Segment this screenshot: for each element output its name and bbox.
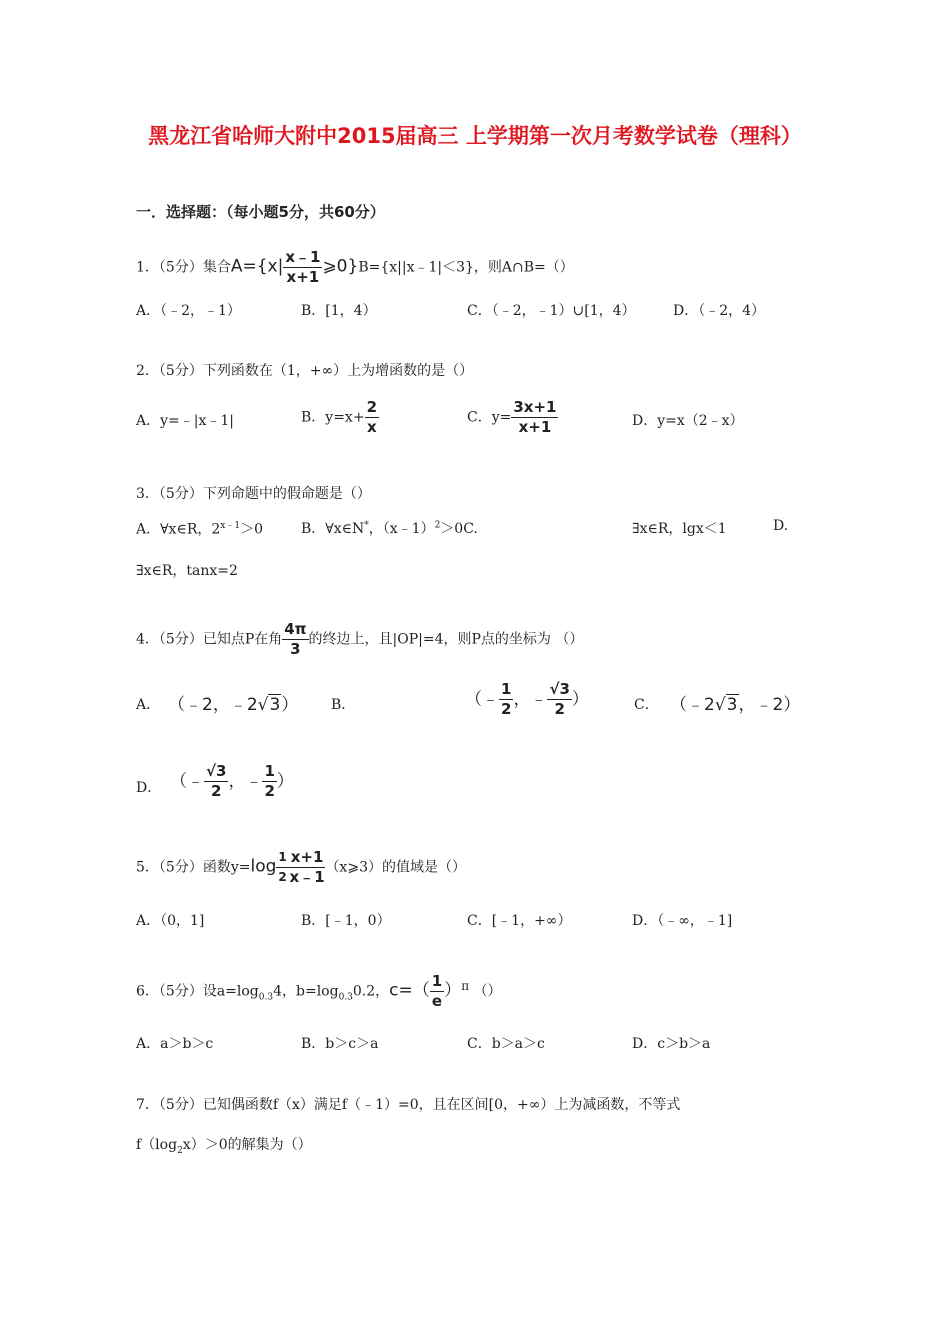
q4-option-b xyxy=(465,680,589,719)
question-5-stem xyxy=(136,848,466,887)
q2-b-den: x xyxy=(366,418,377,436)
question-4-stem xyxy=(136,620,583,659)
question-7-stem-line2 xyxy=(136,1134,312,1156)
q4-b-frac2 xyxy=(547,680,571,719)
q4-d-prefix: （﹣ xyxy=(170,771,204,792)
q4-b-den2: 2 xyxy=(554,700,565,718)
q2-option-b-prefix: B．y=x+ xyxy=(301,409,365,426)
q3-a-prefix: A．∀x∈R，2 xyxy=(136,521,221,538)
q2-option-b-fraction xyxy=(365,398,379,437)
q3-option-d: ∃x∈R，tanx=2 xyxy=(136,563,238,579)
q6-sub2: 0.3 xyxy=(338,992,353,1003)
question-2-stem: 2．（5分）下列函数在（1，+∞）上为增函数的是（） xyxy=(136,363,474,379)
q1-frac-den: x+1 xyxy=(286,268,320,286)
q4-d-den2: 2 xyxy=(264,782,275,800)
q2-option-c-prefix: C．y= xyxy=(467,409,512,426)
q4-a-prefix: （﹣2，﹣2 xyxy=(168,695,258,715)
q5-log-base xyxy=(276,848,288,887)
q4-d-den1: 2 xyxy=(211,782,222,800)
q4-b-mid: ，﹣ xyxy=(513,689,548,710)
q6-c-num: 1 xyxy=(431,972,443,990)
q5-option-a: A．（0，1] xyxy=(136,913,205,929)
q1-option-d: D．（﹣2，4） xyxy=(673,303,766,319)
q4-d-frac2 xyxy=(262,762,276,801)
q4-angle-den: 3 xyxy=(290,640,301,658)
q4-option-a-label: A． xyxy=(136,697,161,713)
q4-angle-num: 4π xyxy=(284,620,307,638)
q4-a-radicand: 3 xyxy=(269,695,281,715)
q7-log-base: 2 xyxy=(177,1145,183,1156)
question-3-stem: 3．（5分）下列命题中的假命题是（） xyxy=(136,486,371,502)
q6-option-a: A．a＞b＞c xyxy=(136,1036,214,1052)
q5-arg-num: x+1 xyxy=(290,848,324,866)
q5-base-num: 1 xyxy=(276,848,288,868)
q4-b-num1: 1 xyxy=(501,680,512,698)
question-7-stem: 7．（5分）已知偶函数f（x）满足f（﹣1）=0，且在区间[0，+∞）上为减函数，不等式 xyxy=(136,1097,681,1113)
q4-stem-prefix: 4．（5分）已知点P在角 xyxy=(136,631,283,648)
q6-c-exponent: π xyxy=(461,978,470,993)
q4-stem-suffix: 的终边上，且|OP|=4，则P点的坐标为 （） xyxy=(308,631,584,648)
q6-mid2: 0.2， xyxy=(352,983,390,1000)
q6-c-prefix: c=（ xyxy=(389,980,430,1001)
q1-frac-num: x﹣1 xyxy=(285,248,321,266)
q4-b-suffix: ） xyxy=(571,689,589,710)
q4-c-prefix: （﹣2 xyxy=(670,695,715,715)
q4-a-suffix: ） xyxy=(281,695,299,715)
q3-option-d-label: D. xyxy=(773,518,789,534)
q4-option-d xyxy=(170,762,294,801)
q4-option-a: （﹣2，﹣2√3） xyxy=(168,695,299,715)
q5-base-den: 2 xyxy=(278,870,287,884)
q1-stem-suffix: B={x||x﹣1|＜3}，则A∩B=（） xyxy=(358,259,574,276)
q6-c-fraction xyxy=(430,972,444,1011)
q6-option-d: D．c＞b＞a xyxy=(632,1036,711,1052)
page-title: 黑龙江省哈师大附中2015届高三 上学期第一次月考数学试卷（理科） xyxy=(148,124,802,148)
q6-stem-suffix: （） xyxy=(473,983,502,1000)
q4-d-suffix: ） xyxy=(276,771,294,792)
q2-option-a: A．y=﹣|x﹣1| xyxy=(136,413,234,429)
q4-d-num2: 1 xyxy=(264,762,275,780)
q7-line2-prefix: f（log xyxy=(136,1137,178,1153)
q6-sub1: 0.3 xyxy=(258,992,274,1003)
section-heading: 一．选择题：（每小题5分，共60分） xyxy=(136,203,385,221)
q4-option-d-label: D． xyxy=(136,780,162,796)
q4-d-mid: ，﹣ xyxy=(228,771,263,792)
q3-b-exponent: 2 xyxy=(434,520,441,531)
q4-d-num1: √3 xyxy=(206,762,227,780)
q4-d-frac1 xyxy=(204,762,228,801)
q1-option-a: A．（﹣2，﹣1） xyxy=(136,303,241,319)
q6-mid1: 4，b=log xyxy=(273,983,339,1000)
q4-option-c: （﹣2√3，﹣2） xyxy=(670,695,801,715)
q5-log: log xyxy=(250,856,277,877)
q3-b-suffix: ＞0C. xyxy=(440,521,478,537)
q4-b-prefix: （﹣ xyxy=(465,689,499,710)
q1-option-b: B．[1，4） xyxy=(301,303,377,319)
q2-b-num: 2 xyxy=(366,398,377,416)
q5-option-c: C．[﹣1，+∞） xyxy=(467,913,572,929)
question-1-stem xyxy=(136,248,574,287)
q7-line2-suffix: x）＞0的解集为（） xyxy=(182,1137,312,1153)
q4-c-suffix: ，﹣2） xyxy=(738,695,801,715)
q1-option-c: C．（﹣2，﹣1）∪[1，4） xyxy=(467,303,636,319)
q4-b-num2: √3 xyxy=(549,680,570,698)
q6-c-den: e xyxy=(431,992,443,1010)
q5-arg-den: x﹣1 xyxy=(289,868,325,886)
q6-option-b: B．b＞c＞a xyxy=(301,1036,379,1052)
q4-b-frac1 xyxy=(499,680,513,719)
q6-option-c: C．b＞a＞c xyxy=(467,1036,545,1052)
q1-set-a-left: A={x| xyxy=(230,256,284,277)
q5-log-argument xyxy=(289,848,326,887)
q4-c-radicand: 3 xyxy=(726,695,738,715)
q2-option-d: D．y=x（2﹣x） xyxy=(632,413,744,429)
q2-option-c xyxy=(467,398,558,437)
q3-option-c: ∃x∈R，lgx＜1 xyxy=(632,521,727,537)
q5-option-d: D．（﹣∞，﹣1] xyxy=(632,913,733,929)
q1-fraction xyxy=(283,248,322,287)
q6-stem-prefix: 6．（5分）设a=log xyxy=(136,983,259,1000)
q4-angle-fraction xyxy=(282,620,308,659)
q6-c-suffix: ） xyxy=(444,980,462,1001)
q3-b-prefix: B．∀x∈N xyxy=(301,521,365,537)
q2-c-den: x+1 xyxy=(518,418,552,436)
q1-stem-prefix: 1．（5分）集合 xyxy=(136,259,231,276)
q3-a-exponent: x﹣1 xyxy=(220,521,241,531)
q5-option-b: B．[﹣1，0） xyxy=(301,913,391,929)
q2-option-c-fraction xyxy=(511,398,558,437)
q3-b-star: * xyxy=(364,520,369,531)
q1-set-a-right: ⩾0} xyxy=(322,256,359,277)
q5-stem-prefix: 5．（5分）函数y= xyxy=(136,859,251,876)
q2-option-b xyxy=(301,398,379,437)
q5-stem-suffix: （x⩾3）的值域是（） xyxy=(325,859,466,876)
q4-option-b-label: B． xyxy=(331,697,356,713)
q2-c-num: 3x+1 xyxy=(513,398,557,416)
q3-option-a xyxy=(136,518,263,539)
q3-b-mid: ，（x﹣1） xyxy=(368,521,435,537)
q4-option-c-label: C． xyxy=(634,697,659,713)
q3-a-suffix: ＞0 xyxy=(240,521,264,538)
question-6-stem xyxy=(136,972,502,1011)
q4-b-den1: 2 xyxy=(501,700,512,718)
q3-option-b xyxy=(301,518,478,538)
